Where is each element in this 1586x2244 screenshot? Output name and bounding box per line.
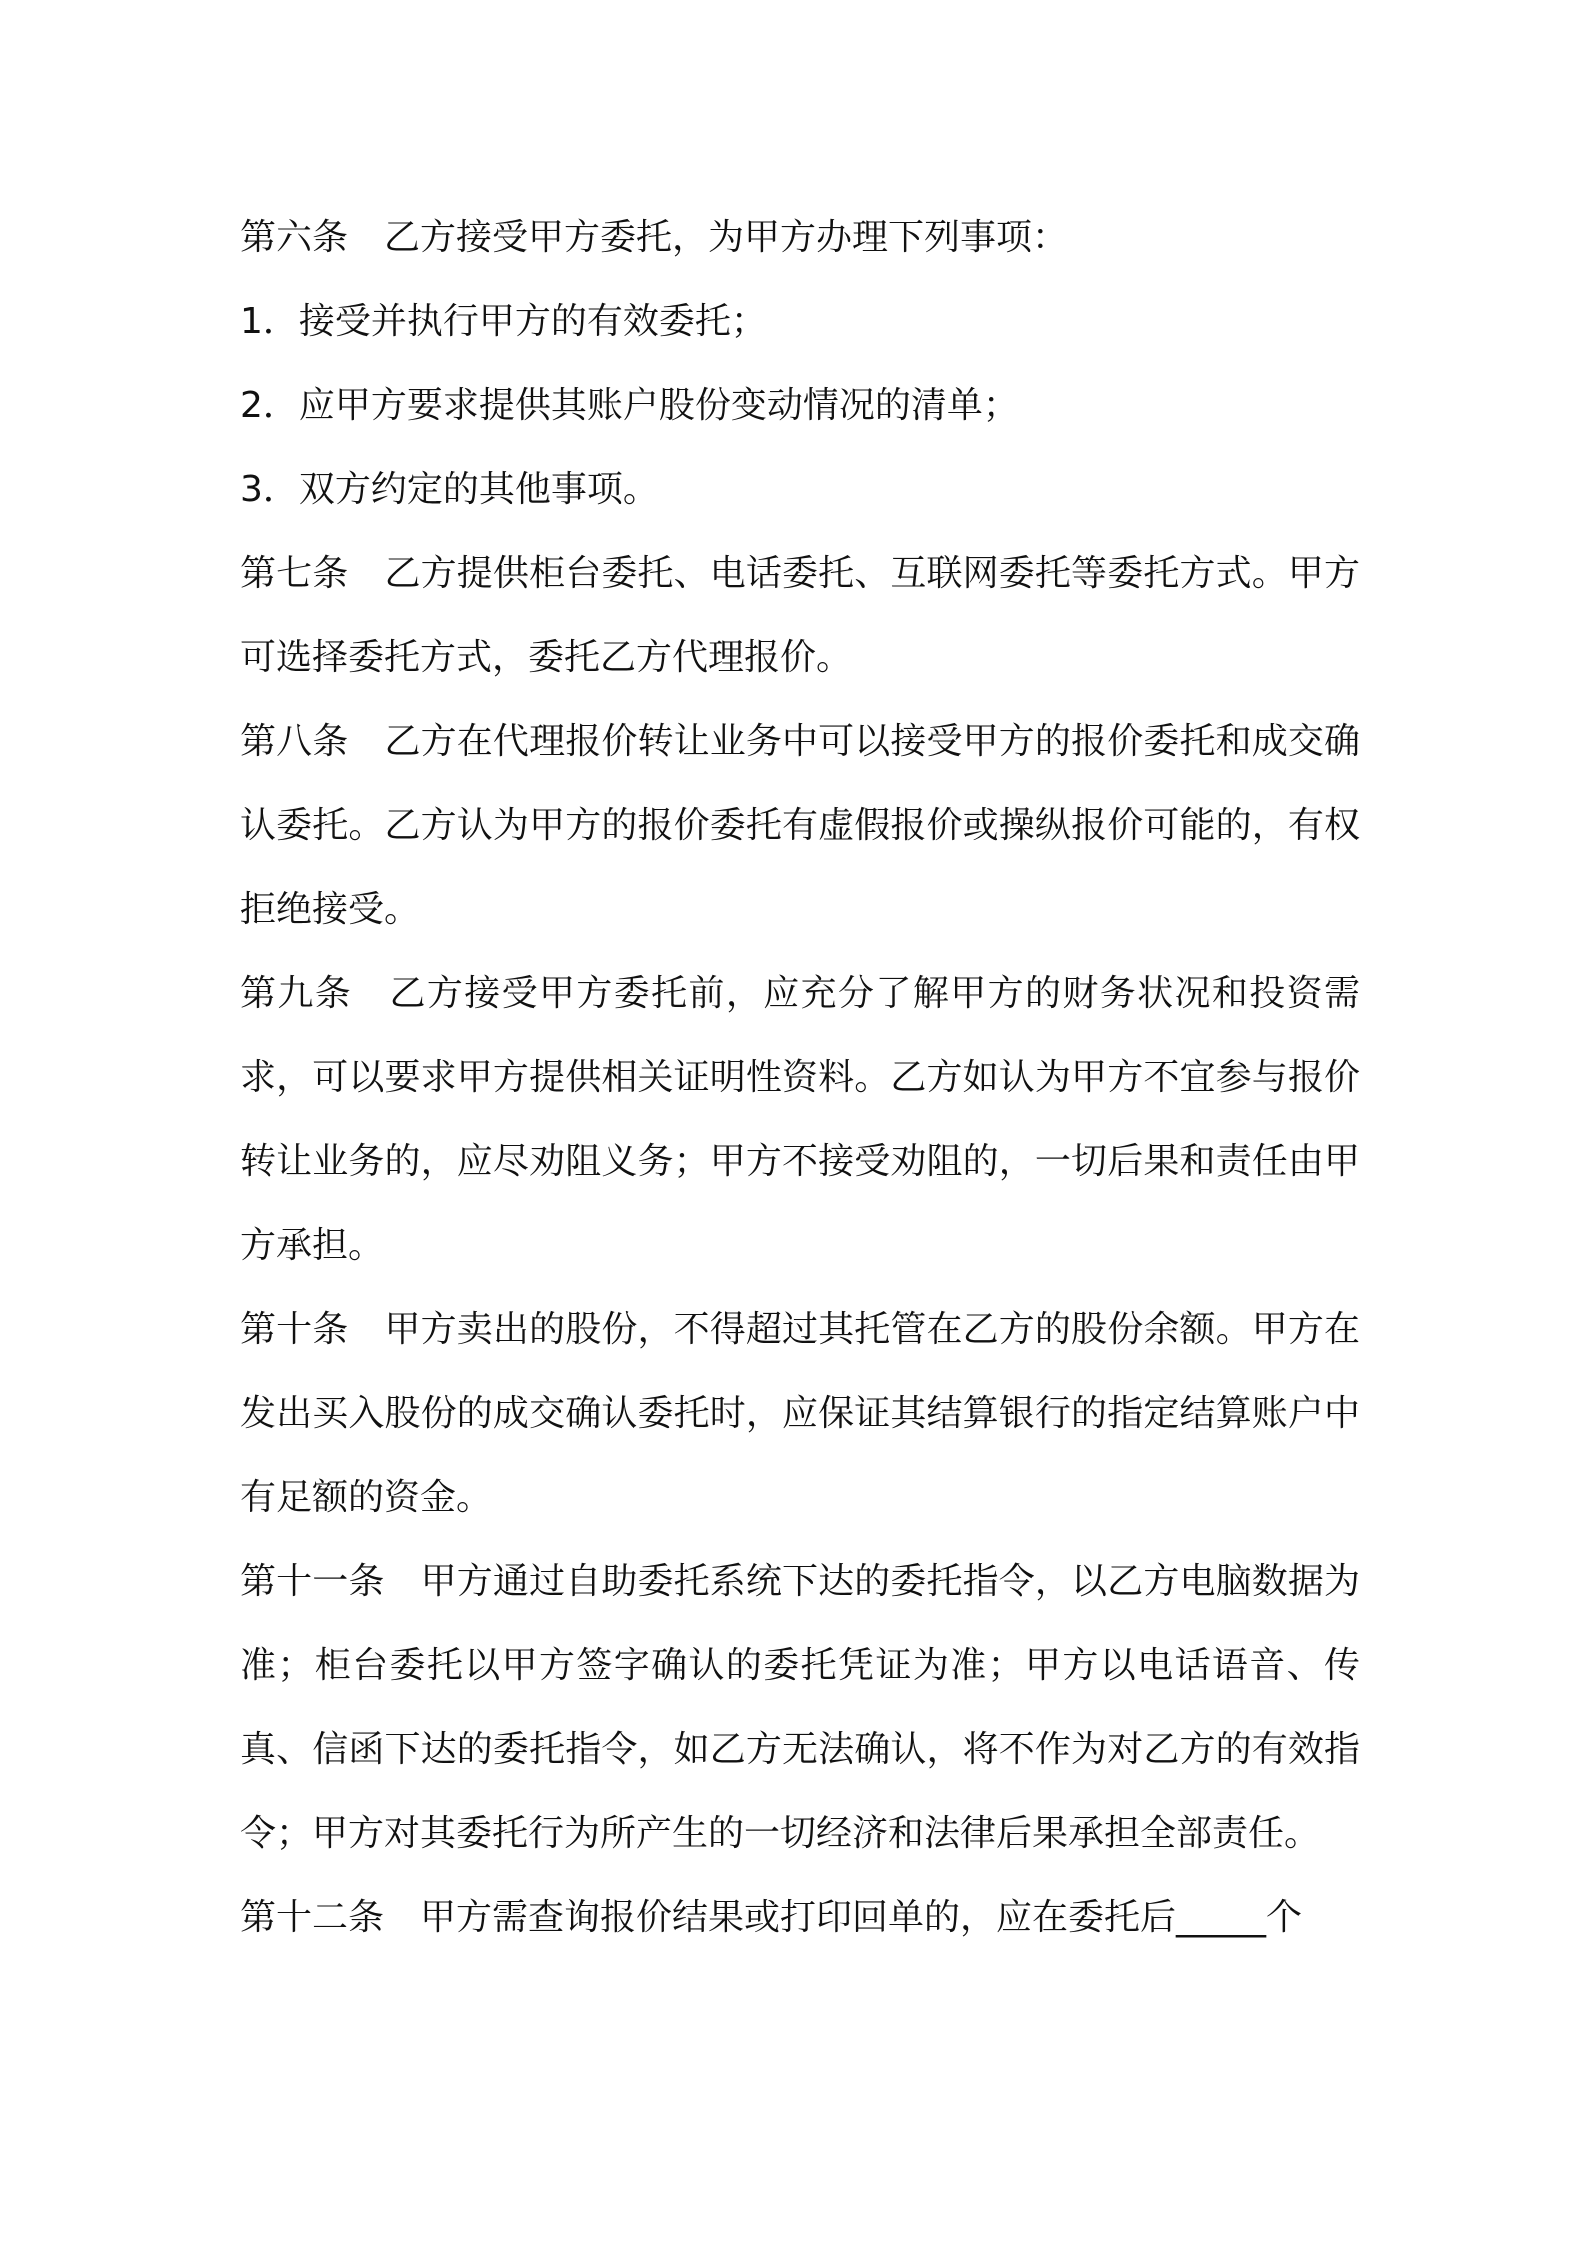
article-7: 第七条 乙方提供柜台委托、电话委托、互联网委托等委托方式。甲方可选择委托方式，委托乙方代理报价。 xyxy=(240,553,1360,678)
article-10: 第十条 甲方卖出的股份，不得超过其托管在乙方的股份余额。甲方在发出买入股份的成交确认委托时，应保证其结算银行的指定结算账户中有足额的资金。 xyxy=(240,1309,1360,1518)
article-6-item-3: 3．双方约定的其他事项。 xyxy=(240,469,659,510)
article-6-item-2: 2．应甲方要求提供其账户股份变动情况的清单； xyxy=(240,385,1019,426)
document-body xyxy=(240,196,1360,1960)
article-12: 第十二条 甲方需查询报价结果或打印回单的，应在委托后_____个 xyxy=(240,1897,1303,1938)
article-8: 第八条 乙方在代理报价转让业务中可以接受甲方的报价委托和成交确认委托。乙方认为甲方的报价委托有虚假报价或操纵报价可能的，有权拒绝接受。 xyxy=(240,721,1360,930)
article-6: 第六条 乙方接受甲方委托，为甲方办理下列事项： xyxy=(240,217,1069,258)
article-11: 第十一条 甲方通过自助委托系统下达的委托指令，以乙方电脑数据为准；柜台委托以甲方签字确认的委托凭证为准；甲方以电话语音、传真、信函下达的委托指令，如乙方无法确认，将不作为对乙方的有效指令；甲方对其委托行为所产生的一切经济和法律后果承担全部责任。 xyxy=(240,1561,1360,1854)
article-6-item-1: 1．接受并执行甲方的有效委托； xyxy=(240,301,767,342)
article-9: 第九条 乙方接受甲方委托前，应充分了解甲方的财务状况和投资需求，可以要求甲方提供相关证明性资料。乙方如认为甲方不宜参与报价转让业务的，应尽劝阻义务；甲方不接受劝阻的，一切后果和责任由甲方承担。 xyxy=(240,973,1360,1266)
